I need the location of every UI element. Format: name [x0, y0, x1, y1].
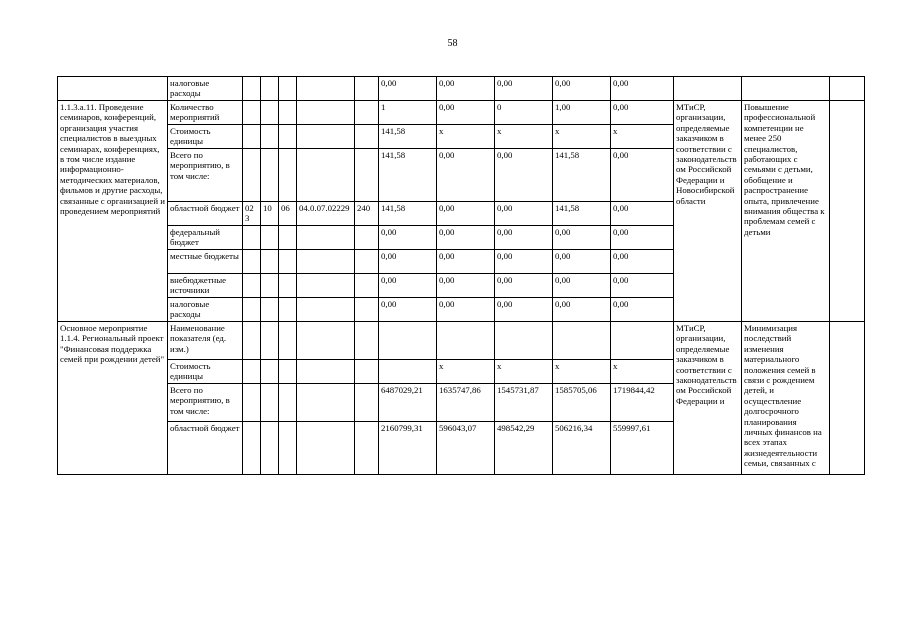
value-cell: 6487029,21 [379, 384, 437, 422]
value-cell: 498542,29 [495, 422, 553, 475]
value-cell: 1585705,06 [553, 384, 611, 422]
value-cell [379, 322, 437, 360]
value-cell: 0,00 [495, 250, 553, 274]
result-cell: Минимизация последствий изменения материального положения семей в связи с рождением детей, и осуществление долгосрочного планирования личных финансов на всех этапах жизнедеятельности семьи, связанных с [742, 322, 830, 475]
value-cell: 0,00 [553, 298, 611, 322]
value-cell: 0,00 [379, 77, 437, 101]
indicator-cell: Всего по мероприятию, в том числе: [168, 384, 243, 422]
indicator-cell: Стоимость единицы [168, 360, 243, 384]
value-cell: 0,00 [437, 77, 495, 101]
value-cell: 1545731,87 [495, 384, 553, 422]
value-cell [611, 322, 674, 360]
value-cell: 0,00 [379, 298, 437, 322]
value-cell: 0,00 [437, 226, 495, 250]
indicator-cell: налоговые расходы [168, 77, 243, 101]
value-cell: 1719844,42 [611, 384, 674, 422]
value-cell [379, 360, 437, 384]
value-cell: 0,00 [437, 101, 495, 125]
indicator-cell: внебюджетные источники [168, 274, 243, 298]
table-row [58, 77, 865, 101]
executor-cell [674, 77, 742, 101]
value-cell: 0,00 [611, 298, 674, 322]
value-cell: 0,00 [437, 274, 495, 298]
indicator-cell: Стоимость единицы [168, 125, 243, 149]
indicator-cell: Количество мероприятий [168, 101, 243, 125]
value-cell: 0,00 [437, 202, 495, 226]
value-cell: x [553, 125, 611, 149]
executor-cell: МТиСР, организации, определяемые заказчиком в соответствии с законодательством Российской Федерации и Новосибирской области [674, 101, 742, 322]
result-cell [742, 77, 830, 101]
table-row [58, 101, 865, 125]
grbs-cell: 023 [243, 202, 261, 226]
value-cell: 0,00 [437, 298, 495, 322]
value-cell: 0,00 [437, 250, 495, 274]
value-cell: 0,00 [553, 274, 611, 298]
rz-cell: 10 [261, 202, 279, 226]
activity-name: Основное мероприятие 1.1.4. Региональный проект "Финансовая поддержка семей при рождении детей" [58, 322, 168, 475]
table-row [58, 322, 865, 360]
indicator-cell: федеральный бюджет [168, 226, 243, 250]
value-cell: x [553, 360, 611, 384]
value-cell: 0,00 [495, 298, 553, 322]
value-cell: 0,00 [553, 250, 611, 274]
value-cell: 559997,61 [611, 422, 674, 475]
value-cell: x [495, 360, 553, 384]
value-cell: 0 [495, 101, 553, 125]
value-cell: 0,00 [379, 250, 437, 274]
value-cell: x [437, 360, 495, 384]
value-cell: 506216,34 [553, 422, 611, 475]
value-cell: 0,00 [611, 202, 674, 226]
value-cell: 2160799,31 [379, 422, 437, 475]
value-cell [553, 322, 611, 360]
value-cell: 0,00 [495, 149, 553, 202]
value-cell: x [437, 125, 495, 149]
value-cell: 0,00 [379, 274, 437, 298]
value-cell: 141,58 [379, 202, 437, 226]
indicator-cell: местные бюджеты [168, 250, 243, 274]
indicator-cell: областной бюджет [168, 422, 243, 475]
value-cell: x [495, 125, 553, 149]
value-cell: 0,00 [611, 101, 674, 125]
value-cell: 0,00 [495, 226, 553, 250]
value-cell: 0,00 [611, 226, 674, 250]
pr-cell: 06 [279, 202, 297, 226]
program-table [57, 76, 865, 475]
value-cell [495, 322, 553, 360]
value-cell: 1 [379, 101, 437, 125]
name-cell [58, 77, 168, 101]
executor-cell: МТиСР, организации, определяемые заказчиком в соответствии с законодательством Российской Федерации и [674, 322, 742, 475]
value-cell: x [611, 360, 674, 384]
indicator-cell: Всего по мероприятию, в том числе: [168, 149, 243, 202]
value-cell: 141,58 [553, 149, 611, 202]
value-cell: 0,00 [553, 226, 611, 250]
value-cell: 0,00 [611, 77, 674, 101]
value-cell: 0,00 [611, 250, 674, 274]
csr-cell: 04.0.07.02229 [297, 202, 355, 226]
value-cell: 141,58 [379, 149, 437, 202]
value-cell: 1635747,86 [437, 384, 495, 422]
value-cell: 0,00 [495, 77, 553, 101]
value-cell: 0,00 [553, 77, 611, 101]
value-cell: 0,00 [495, 274, 553, 298]
value-cell: 0,00 [611, 149, 674, 202]
result-cell: Повышение профессиональной компетенции не менее 250 специалистов, работающих с семьями с детьми, обобщение и распространение опыта, привлечение внимания общества к проблемам семей с детьми [742, 101, 830, 322]
value-cell: 1,00 [553, 101, 611, 125]
page-number: 58 [447, 38, 458, 49]
value-cell: 0,00 [611, 274, 674, 298]
value-cell: 0,00 [437, 149, 495, 202]
value-cell: x [611, 125, 674, 149]
value-cell [437, 322, 495, 360]
value-cell: 0,00 [495, 202, 553, 226]
value-cell: 596043,07 [437, 422, 495, 475]
indicator-cell: Наименование показателя (ед. изм.) [168, 322, 243, 360]
value-cell: 141,58 [553, 202, 611, 226]
value-cell: 141,58 [379, 125, 437, 149]
vr-cell: 240 [355, 202, 379, 226]
indicator-cell: областной бюджет [168, 202, 243, 226]
indicator-cell: налоговые расходы [168, 298, 243, 322]
activity-name: 1.1.3.а.11. Проведение семинаров, конференций, организация участия специалистов в выездных семинарах, конференциях, в том числе издание информационно-методических материалов, фильмов и другие расходы, связанные с организацией и проведением мероприятий [58, 101, 168, 322]
value-cell: 0,00 [379, 226, 437, 250]
